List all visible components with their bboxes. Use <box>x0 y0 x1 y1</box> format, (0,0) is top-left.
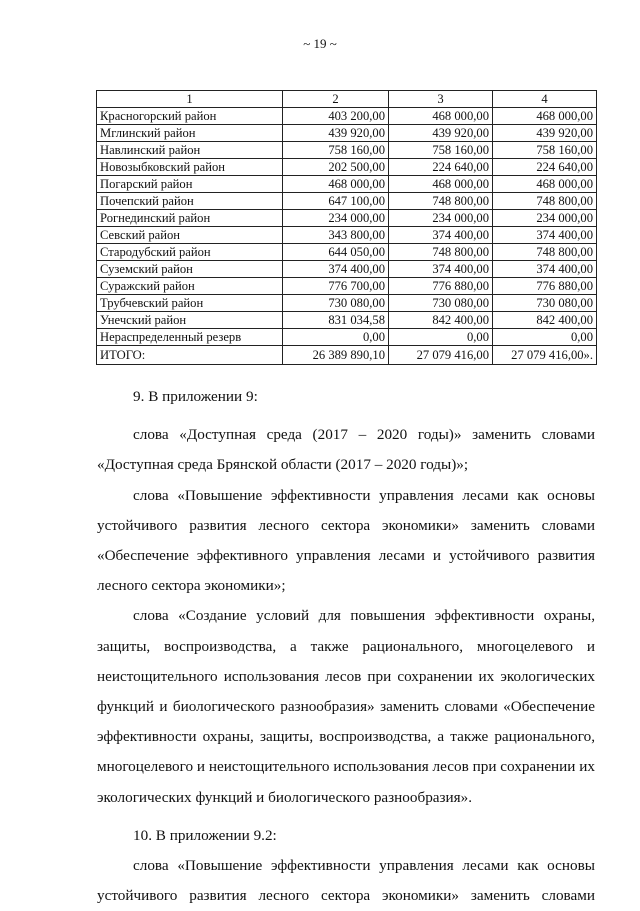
amount-cell: 374 400,00 <box>493 261 597 278</box>
column-header: 1 <box>97 91 283 108</box>
amount-cell: 403 200,00 <box>283 108 389 125</box>
table-row <box>97 176 597 193</box>
amount-cell: 468 000,00 <box>389 176 493 193</box>
amount-cell: 468 000,00 <box>493 108 597 125</box>
amount-cell: 202 500,00 <box>283 159 389 176</box>
district-name: Севский район <box>97 227 283 244</box>
district-name: Нераспределенный резерв <box>97 329 283 346</box>
paragraph: слова «Доступная среда (2017 – 2020 годы)» заменить словами «Доступная среда Брянской области (2017 – 2020 годы)»; <box>97 426 595 474</box>
district-name: Суземский район <box>97 261 283 278</box>
paragraph: слова «Повышение эффективности управления лесами как основы устойчивого развития лесного сектора экономики» заменить словами <box>97 857 595 905</box>
district-name: Трубчевский район <box>97 295 283 312</box>
amount-cell: 644 050,00 <box>283 244 389 261</box>
table-row <box>97 108 597 125</box>
amount-cell: 234 000,00 <box>389 210 493 227</box>
table-row <box>97 210 597 227</box>
column-header: 2 <box>283 91 389 108</box>
amount-cell: 831 034,58 <box>283 312 389 329</box>
table-row <box>97 329 597 346</box>
amount-cell: 730 080,00 <box>493 295 597 312</box>
district-name: Почепский район <box>97 193 283 210</box>
table-row <box>97 227 597 244</box>
amount-cell: 27 079 416,00 <box>389 346 493 365</box>
table-total-row <box>97 346 597 365</box>
column-header: 4 <box>493 91 597 108</box>
district-name: Погарский район <box>97 176 283 193</box>
district-name: Стародубский район <box>97 244 283 261</box>
table-header-row <box>97 91 597 108</box>
amount-cell: 748 800,00 <box>389 244 493 261</box>
table-row <box>97 261 597 278</box>
amount-cell: 439 920,00 <box>283 125 389 142</box>
amount-cell: 748 800,00 <box>493 244 597 261</box>
amount-cell: 748 800,00 <box>493 193 597 210</box>
amount-cell: 758 160,00 <box>389 142 493 159</box>
amount-cell: 234 000,00 <box>493 210 597 227</box>
table-row <box>97 142 597 159</box>
paragraph: слова «Повышение эффективности управления лесами как основы устойчивого развития лесного сектора экономики» заменить словами «Обеспечение эффективного управления лесами и устойчивого развития лесного сектора экономики»; <box>97 486 595 595</box>
amount-cell: 224 640,00 <box>389 159 493 176</box>
amount-cell: 842 400,00 <box>389 312 493 329</box>
amount-cell: 842 400,00 <box>493 312 597 329</box>
table-row <box>97 278 597 295</box>
table-row <box>97 244 597 261</box>
amount-cell: 758 160,00 <box>493 142 597 159</box>
district-name: Рогнединский район <box>97 210 283 227</box>
amount-cell: 776 700,00 <box>283 278 389 295</box>
amount-cell: 439 920,00 <box>493 125 597 142</box>
paragraph: 9. В приложении 9: <box>133 388 258 405</box>
amount-cell: 224 640,00 <box>493 159 597 176</box>
amount-cell: 374 400,00 <box>389 227 493 244</box>
amount-cell: 27 079 416,00». <box>493 346 597 365</box>
document-text <box>97 382 595 911</box>
table-row <box>97 193 597 210</box>
table-row <box>97 312 597 329</box>
budget-table <box>96 90 597 365</box>
amount-cell: 776 880,00 <box>493 278 597 295</box>
column-header: 3 <box>389 91 493 108</box>
total-label: ИТОГО: <box>97 346 283 365</box>
amount-cell: 730 080,00 <box>389 295 493 312</box>
amount-cell: 776 880,00 <box>389 278 493 295</box>
amount-cell: 439 920,00 <box>389 125 493 142</box>
amount-cell: 0,00 <box>389 329 493 346</box>
amount-cell: 468 000,00 <box>493 176 597 193</box>
amount-cell: 758 160,00 <box>283 142 389 159</box>
district-name: Навлинский район <box>97 142 283 159</box>
district-name: Новозыбковский район <box>97 159 283 176</box>
amount-cell: 468 000,00 <box>283 176 389 193</box>
amount-cell: 234 000,00 <box>283 210 389 227</box>
table-body <box>97 108 597 365</box>
amount-cell: 374 400,00 <box>493 227 597 244</box>
page-number: ~ 19 ~ <box>303 36 337 51</box>
amount-cell: 748 800,00 <box>389 193 493 210</box>
district-name: Мглинский район <box>97 125 283 142</box>
district-name: Унечский район <box>97 312 283 329</box>
amount-cell: 468 000,00 <box>389 108 493 125</box>
paragraph: 10. В приложении 9.2: <box>133 826 277 844</box>
paragraph: слова «Создание условий для повышения эффективности охраны, защиты, воспроизводства, а также рационального, многоцелевого и неистощительного использования лесов при сохранении их экологических функций и биологического разнообразия» заменить словами «Обеспечение эффективности охраны, защиты, воспроизводства, а также рационального, многоцелевого и неистощительного использования лесов при сохранении их экологических функций и биологического разнообразия». <box>97 607 595 806</box>
amount-cell: 343 800,00 <box>283 227 389 244</box>
amount-cell: 374 400,00 <box>389 261 493 278</box>
district-name: Суражский район <box>97 278 283 295</box>
amount-cell: 0,00 <box>493 329 597 346</box>
amount-cell: 26 389 890,10 <box>283 346 389 365</box>
amount-cell: 374 400,00 <box>283 261 389 278</box>
amount-cell: 730 080,00 <box>283 295 389 312</box>
table-row <box>97 125 597 142</box>
table-row <box>97 295 597 312</box>
district-name: Красногорский район <box>97 108 283 125</box>
table-row <box>97 159 597 176</box>
amount-cell: 0,00 <box>283 329 389 346</box>
amount-cell: 647 100,00 <box>283 193 389 210</box>
